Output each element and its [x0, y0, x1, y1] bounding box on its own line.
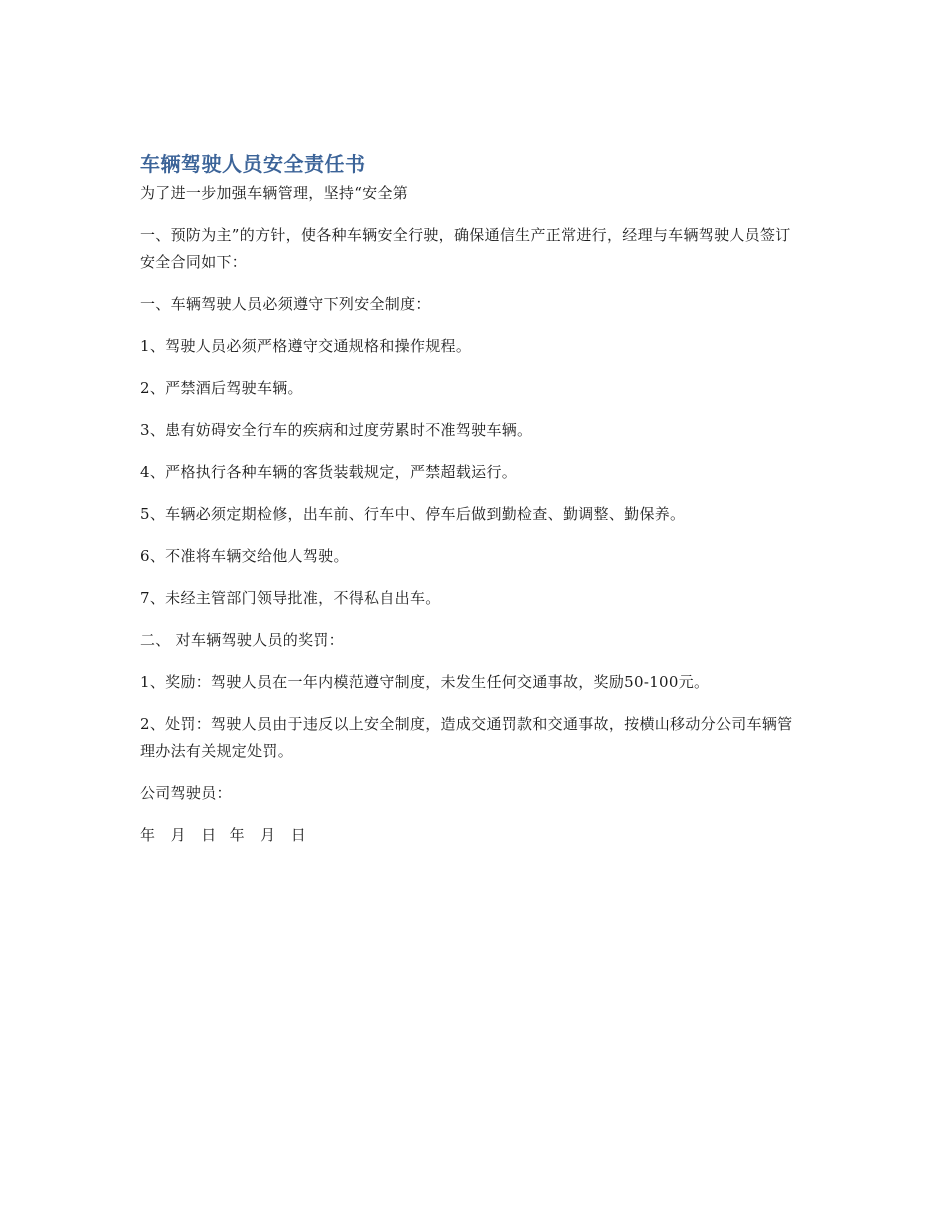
document-title: 车辆驾驶人员安全责任书: [140, 152, 366, 176]
rule-item-6: 6、不准将车辆交给他人驾驶。: [140, 547, 349, 565]
penalty-item: 2、处罚：驾驶人员由于违反以上安全制度，造成交通罚款和交通事故，按横山移动分公司车辆管理办法有关规定处罚。: [140, 715, 793, 760]
rule-item-3: 3、患有妨碍安全行车的疾病和过度劳累时不准驾驶车辆。: [140, 421, 533, 439]
rule-item-7: 7、未经主管部门领导批准，不得私自出车。: [140, 589, 441, 607]
rule-item-2: 2、严禁酒后驾驶车辆。: [140, 379, 303, 397]
section-heading-safety-rules: 一、车辆驾驶人员必须遵守下列安全制度：: [140, 295, 431, 313]
rule-item-1: 1、驾驶人员必须严格遵守交通规格和操作规程。: [140, 337, 472, 355]
section-heading-rewards: 二、 对车辆驾驶人员的奖罚：: [140, 631, 344, 649]
intro-line: 为了进一步加强车辆管理，坚持“安全第: [140, 184, 409, 202]
rule-item-5: 5、车辆必须定期检修，出车前、行车中、停车后做到勤检查、勤调整、勤保养。: [140, 505, 686, 523]
signature-line: 公司驾驶员：: [140, 784, 232, 802]
date-line: 年 月 日 年 月 日: [140, 826, 307, 844]
reward-item: 1、奖励：驾驶人员在一年内模范遵守制度，未发生任何交通事故，奖励50-100元。: [140, 673, 710, 691]
rule-item-4: 4、严格执行各种车辆的客货装载规定，严禁超载运行。: [140, 463, 518, 481]
document-body: [140, 148, 805, 849]
paragraph-guideline: 一、预防为主”的方针，使各种车辆安全行驶，确保通信生产正常进行，经理与车辆驾驶人员签订安全合同如下：: [140, 226, 791, 271]
